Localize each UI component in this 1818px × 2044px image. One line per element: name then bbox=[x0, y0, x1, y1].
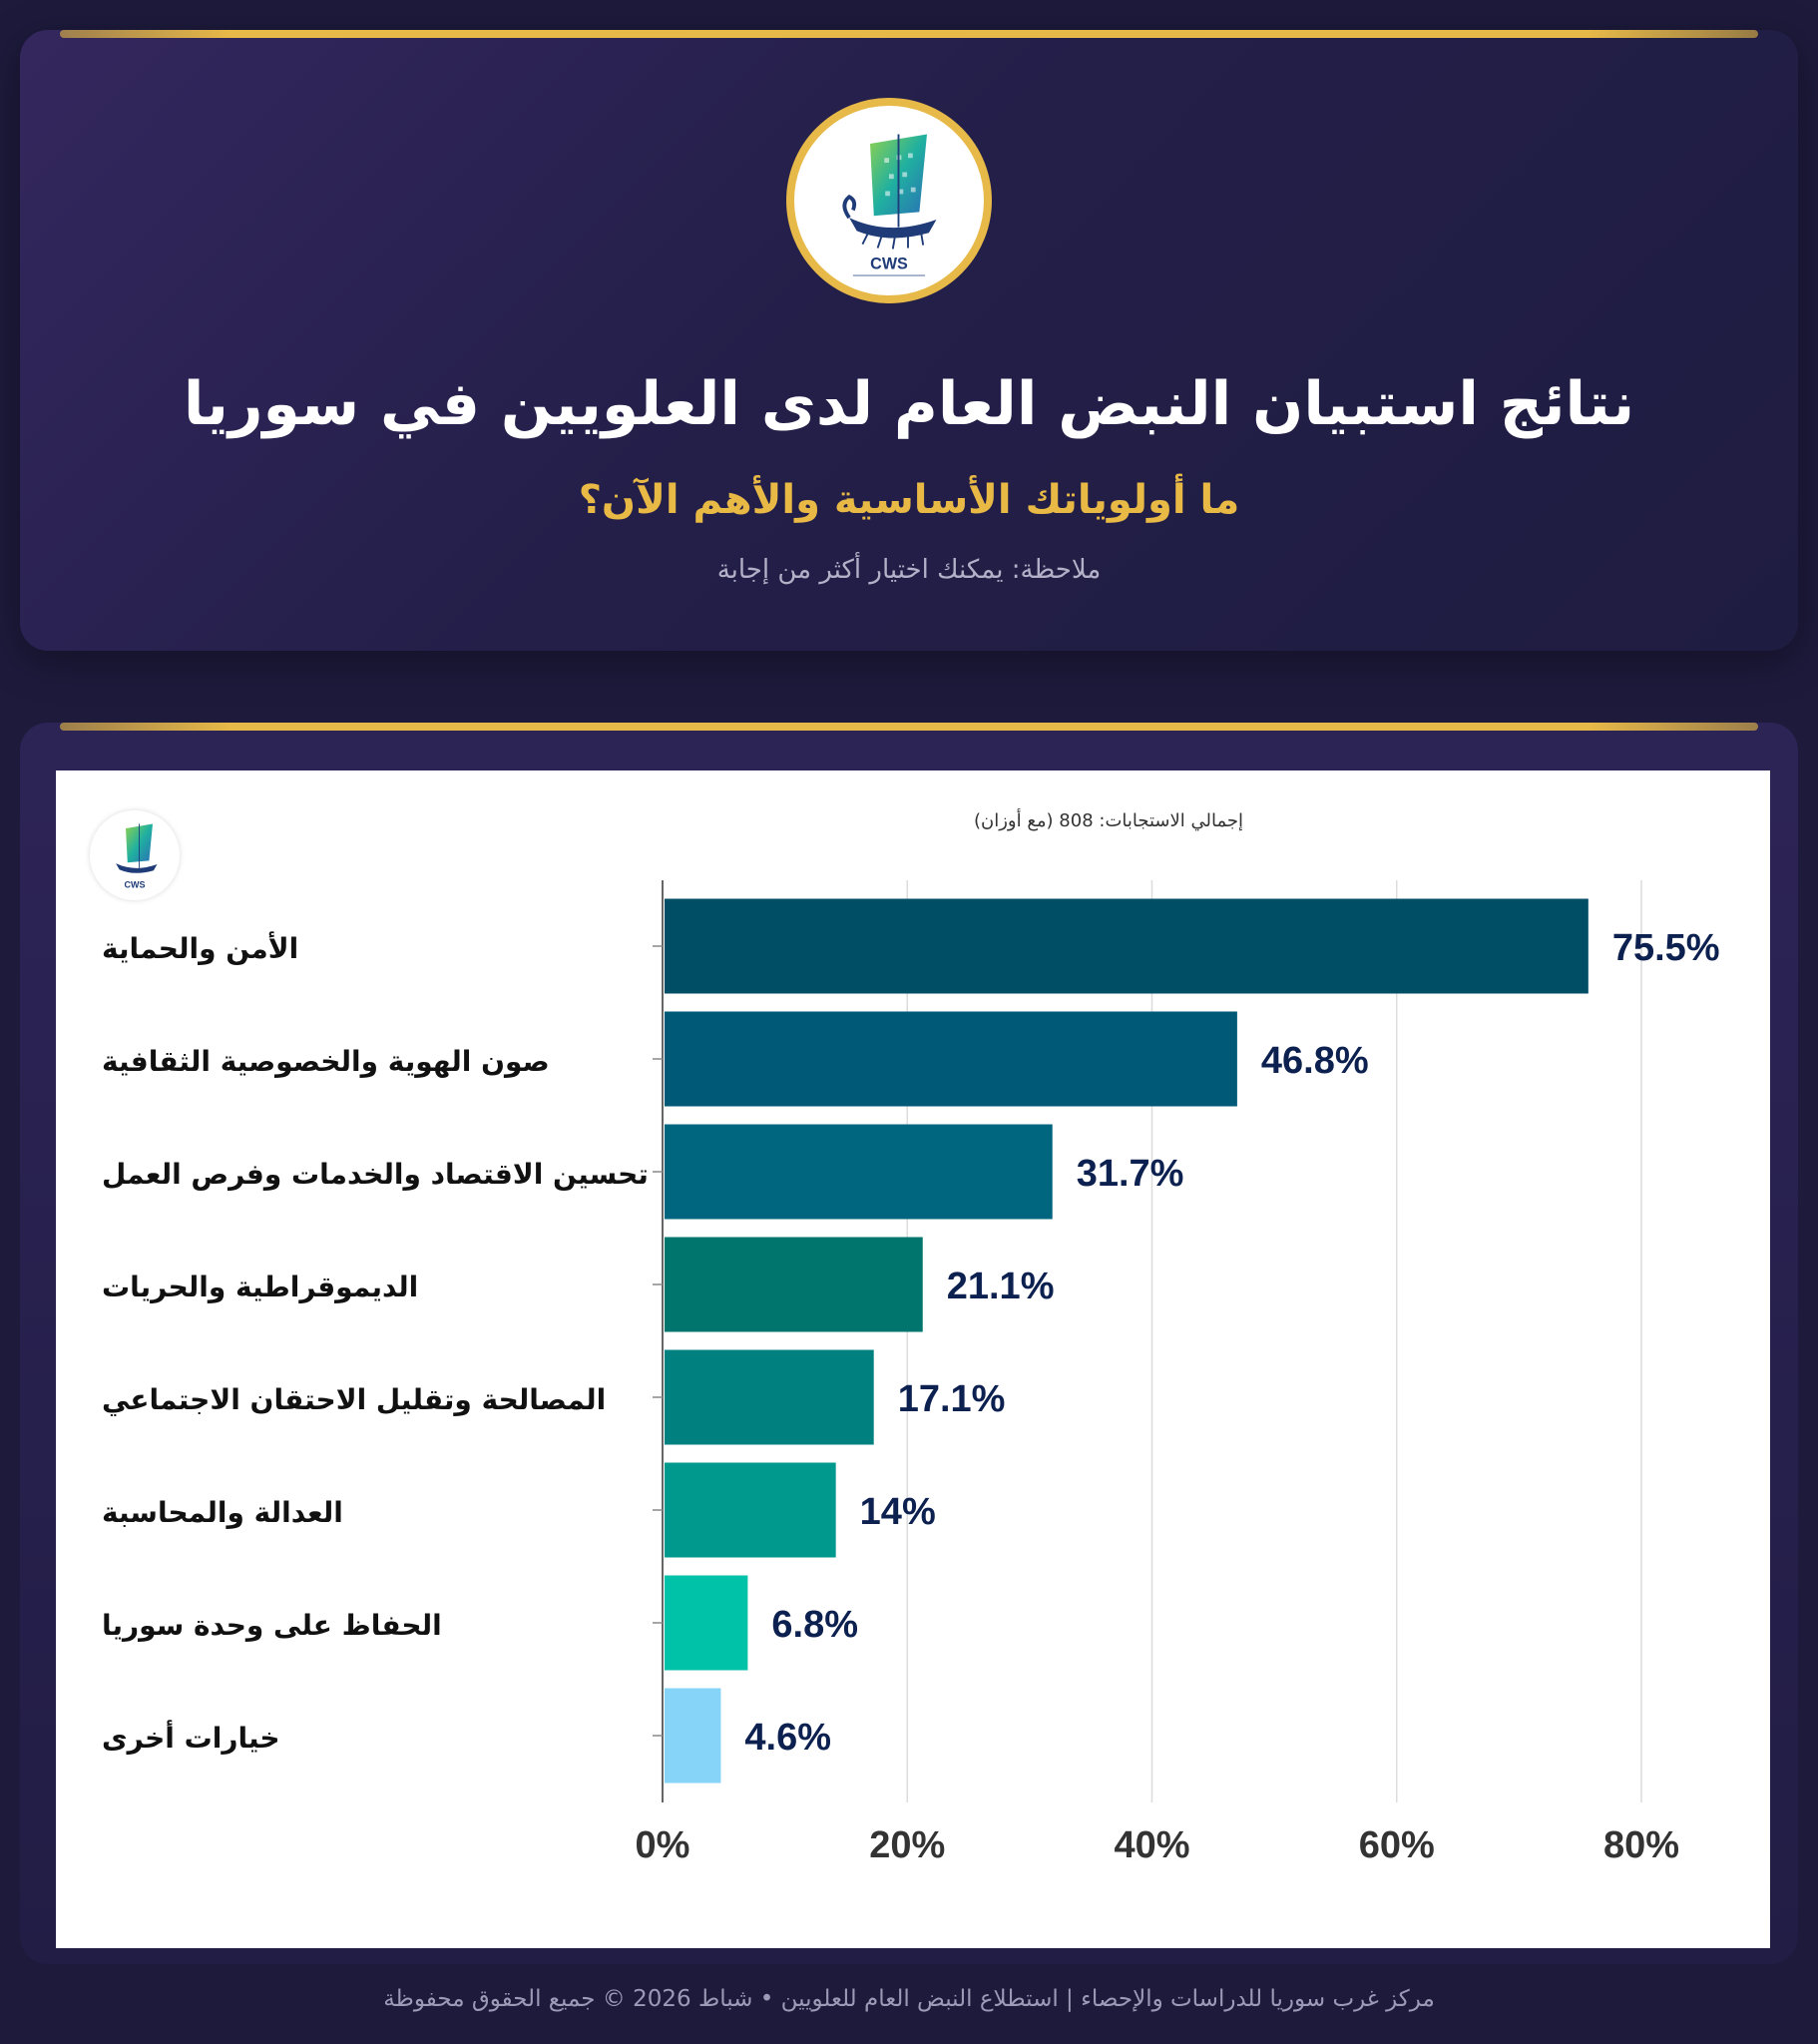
selection-note: ملاحظة: يمكنك اختيار أكثر من إجابة bbox=[716, 555, 1102, 585]
value-label: 46.8% bbox=[1260, 1040, 1369, 1082]
category-label: تحسين الاقتصاد والخدمات وفرص العمل bbox=[102, 1158, 649, 1191]
chart-panel bbox=[56, 770, 1770, 1948]
bar bbox=[665, 899, 1589, 994]
x-tick-label: 80% bbox=[1602, 1824, 1680, 1866]
bar-chart bbox=[56, 770, 1770, 1948]
bar bbox=[665, 1576, 747, 1671]
value-label: 31.7% bbox=[1076, 1153, 1184, 1195]
chart-logo-text: CWS bbox=[124, 879, 146, 890]
question-subtitle: ما أولوياتك الأساسية والأهم الآن؟ bbox=[578, 477, 1240, 523]
ship-logo-icon bbox=[794, 106, 984, 295]
chart-accent-line bbox=[60, 723, 1758, 731]
category-label: المصالحة وتقليل الاحتقان الاجتماعي bbox=[102, 1383, 607, 1416]
footer-credits: مركز غرب سوريا للدراسات والإحصاء | استطلاع النبض العام للعلويين • شباط 2026 © جميع الحقوق محفوظة bbox=[383, 1986, 1435, 2012]
category-label: الأمن والحماية bbox=[102, 932, 299, 965]
page-title: نتائج استبيان النبض العام لدى العلويين في سوريا bbox=[183, 369, 1635, 439]
category-label: صون الهوية والخصوصية الثقافية bbox=[102, 1045, 550, 1078]
value-label: 21.1% bbox=[946, 1266, 1055, 1307]
value-label: 17.1% bbox=[897, 1378, 1006, 1420]
logo-text: CWS bbox=[870, 255, 908, 273]
bar bbox=[665, 1125, 1053, 1220]
x-tick-label: 20% bbox=[869, 1824, 946, 1866]
bar bbox=[665, 1350, 874, 1445]
bar bbox=[665, 1012, 1237, 1107]
bar bbox=[665, 1463, 836, 1558]
cws-logo bbox=[786, 98, 992, 303]
bar bbox=[665, 1689, 720, 1784]
value-label: 6.8% bbox=[771, 1604, 859, 1646]
x-tick-label: 40% bbox=[1114, 1824, 1190, 1866]
value-label: 14% bbox=[859, 1491, 936, 1533]
value-label: 75.5% bbox=[1611, 927, 1720, 969]
category-label: الحفاظ على وحدة سوريا bbox=[102, 1609, 442, 1642]
category-label: خيارات أخرى bbox=[102, 1722, 280, 1755]
category-label: الديموقراطية والحريات bbox=[102, 1271, 419, 1303]
total-responses-note: إجمالي الاستجابات: 808 (مع أوزان) bbox=[973, 810, 1243, 831]
value-label: 4.6% bbox=[744, 1717, 832, 1759]
header-accent-line bbox=[60, 30, 1758, 38]
bar bbox=[665, 1238, 923, 1332]
category-label: العدالة والمحاسبة bbox=[102, 1496, 343, 1529]
x-tick-label: 0% bbox=[635, 1824, 690, 1866]
x-tick-label: 60% bbox=[1358, 1824, 1435, 1866]
